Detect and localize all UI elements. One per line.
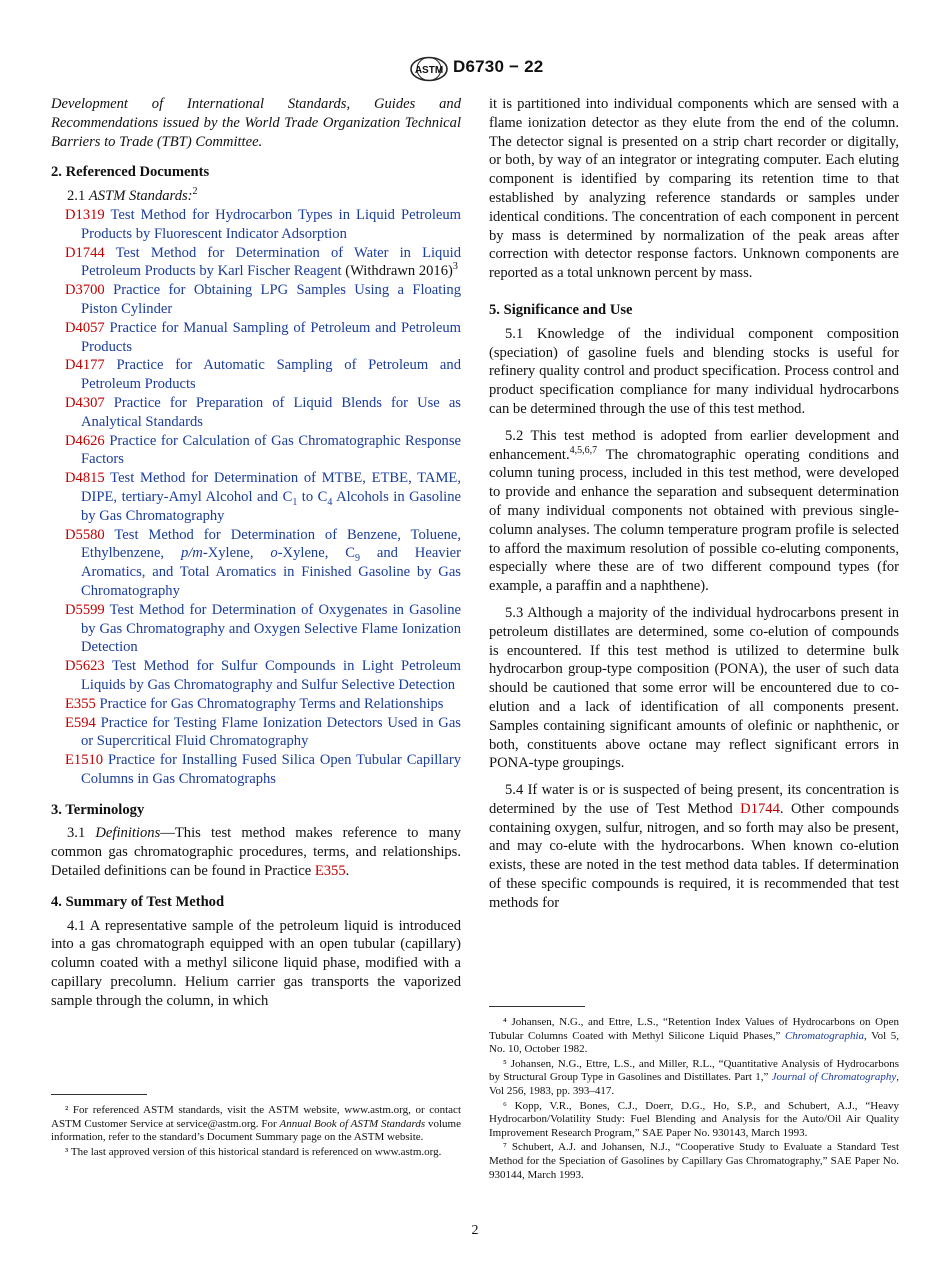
ref-d4307[interactable]: D4307 Practice for Preparation of Liquid Blends for Use as Analytical Standards (65, 394, 461, 430)
ref-e355[interactable]: E355 Practice for Gas Chromatography Terms and Relationships (65, 695, 444, 712)
intro-continuation: Development of International Standards, Guides and Recommendations issued by the World Trade Organization Technical Barriers to Trade (TBT) Committee. (51, 96, 461, 150)
section-5-3: 5.3 Although a majority of the individual hydrocarbons present in petroleum distillates are determined, some co-elution of compounds is encountered. If this test method is utilized to determine bulk hydrocarbon group-type composition (PONA), the user of such data should be cautioned that some error will be encountered due to co-elution and a lack of identification of all components present. Samples containing significant amounts of olefinic or naphthenic, or both, constituents above octane may reflect significant errors in PONA-type groupings. (489, 604, 899, 772)
astm-logo (409, 56, 449, 82)
right-column (489, 95, 899, 913)
left-footnote-rule (51, 1094, 147, 1095)
section-4-1: 4.1 A representative sample of the petroleum liquid is introduced into a gas chromatograph equipped with an open tubular (capillary) column coated with a methyl silicone liquid phase, modified with a capillary precolumn. Helium carrier gas transports the vaporized sample through the column, in which (51, 917, 461, 1009)
ref-d3700[interactable]: D3700 Practice for Obtaining LPG Samples Using a Floating Piston Cylinder (65, 282, 461, 317)
ref-d4177[interactable]: D4177 Practice for Automatic Sampling of Petroleum and Petroleum Products (65, 357, 461, 393)
section-4-continuation: it is partitioned into individual components which are sensed with a flame ionization detector as they elute from the end of the column. The detector signal is presented on a strip chart recorder or digitally, or both, by way of an integrator or integrating computer. Each eluting component is identified by comparing its retention time to that established by analyzing reference standards or samples under identical conditions. The concentration of each component in percent by mass is determined by normalization of the peak areas after correction with detector response factors. Unknown components are reported as a total unknown percent by mass. (489, 96, 899, 282)
ref-d1319[interactable]: D1319 Test Method for Hydrocarbon Types in Liquid Petroleum Products by Fluorescent Indicator Adsorption (65, 206, 461, 242)
footnote-5: ⁵ Johansen, N.G., Ettre, L.S., and Miller, R.L., “Quantitative Analysis of Hydrocarbons by Structural Group Type in Gasolines and Distillates. Part 1,” Journal of Chromatography, Vol 256, 1983, pp. 393–417. (489, 1057, 899, 1097)
ref-d5623[interactable]: D5623 Test Method for Sulfur Compounds in Light Petroleum Liquids by Gas Chromatography and Sulfur Selective Detection (65, 658, 461, 693)
ref-d4057[interactable]: D4057 Practice for Manual Sampling of Petroleum and Petroleum Products (65, 319, 461, 355)
section-3-heading: 3. Terminology (51, 801, 145, 818)
footnote-6: ⁶ Kopp, V.R., Bones, C.J., Doerr, D.G., Ho, S.P., and Schubert, A.J., “Heavy Hydrocarbon/Volatility Study: Fuel Blending and Analysis for the Auto/Oil Air Quality Improvement Research Program,” SAE Paper No. 930143, March 1993. (489, 1099, 899, 1139)
section-5-heading: 5. Significance and Use (489, 301, 633, 318)
section-5-2: 5.2 This test method is adopted from earlier development and enhancement.$^{4,5,6,7}$ The chromatographic operating conditions and column tuning process, included in this test method, were developed to provide and enhance the separation and subsequent determination of many individual components not obtained with previous single-column analyses. The column temperature program profile is selected to afford the maximum resolution of possible co-eluting components, especially where these are of two different compound types (for example, a paraffin and a naphthene). (489, 427, 899, 595)
reference-list (51, 206, 461, 789)
footnote-7: ⁷ Schubert, A.J. and Johansen, N.J., “Cooperative Study to Evaluate a Standard Test Method for the Speciation of Gasolines by Capillary Gas Chromatography,” SAE Paper No. 930144, March 1993. (489, 1141, 899, 1181)
section-5-4: 5.4 If water is or is suspected of being present, its concentration is determined by the use of Test Method D1744. Other compounds containing oxygen, sulfur, nitrogen, and so forth may also be present, and may co-elute with the hydrocarbons. When known co-elution exists, these are noted in the test method data tables. If determination of these specific compounds is required, it is recommended that test methods for (489, 782, 899, 911)
footnote-4: ⁴ Johansen, N.G., and Ettre, L.S., “Retention Index Values of Hydrocarbons on Open Tubular Columns Coated with Methyl Silicone Liquid Phases,” Chromatographia, Vol 5, No. 10, October 1982. (489, 1016, 899, 1056)
section-3-1: 3.1 Definitions—This test method makes reference to many common gas chromatographic procedures, terms, and relationships. Detailed definitions can be found in Practice E355. (51, 825, 462, 880)
footnote-3: ³ The last approved version of this historical standard is referenced on www.astm.org. (65, 1145, 442, 1158)
link-d1744[interactable]: D1744 (740, 800, 780, 817)
ref-e1510[interactable]: E1510 Practice for Installing Fused Silica Open Tubular Capillary Columns in Gas Chromatographs (65, 752, 461, 787)
logo-text: ASTM (414, 65, 444, 76)
page-header (0, 56, 950, 84)
link-e355[interactable]: E355 (314, 863, 346, 880)
footnote-2: ² For referenced ASTM standards, visit the ASTM website, www.astm.org, or contact ASTM Customer Service at service@astm.org. For Annual Book of ASTM Standards volume information, refer to the standard’s Document Summary page on the ASTM website. (51, 1104, 461, 1144)
astm-standards-label: 2.1 ASTM Standards:$^2$ (67, 186, 198, 205)
ref-d1744[interactable]: D1744 Test Method for Determination of Water in Liquid Petroleum Products by Karl Fischer Reagent (Withdrawn 2016)$^3$ (65, 244, 461, 280)
ref-e594[interactable]: E594 Practice for Testing Flame Ionization Detectors Used in Gas or Supercritical Fluid Chromatography (65, 714, 461, 750)
left-footnotes (51, 1104, 461, 1160)
ref-d5599[interactable]: D5599 Test Method for Determination of Oxygenates in Gasoline by Gas Chromatography and Oxygen Selective Flame Ionization Detection (65, 601, 461, 656)
left-column (51, 95, 461, 1011)
section-4-heading: 4. Summary of Test Method (51, 893, 225, 910)
section-5-1: 5.1 Knowledge of the individual component composition (speciation) of gasoline fuels and blending stocks is useful for refinery quality control and product specification. Process control and product specification compliance for many individual hydrocarbons can be determined through the use of this test method. (489, 325, 899, 417)
ref-d5580[interactable]: D5580 Test Method for Determination of Benzene, Toluene, Ethylbenzene, p/m-Xylene, o-Xylene, $C_9$ and Heavier Aromatics, and Total Aromatics in Finished Gasoline by Gas Chromatography (65, 526, 461, 599)
ref-d4626[interactable]: D4626 Practice for Calculation of Gas Chromatographic Response Factors (65, 432, 461, 468)
right-footnote-rule (489, 1006, 585, 1007)
ref-d4815[interactable]: D4815 Test Method for Determination of MTBE, ETBE, TAME, DIPE, tertiary-Amyl Alcohol and $C_1$ to $C_4$ Alcohols in Gasoline by Gas Chromatography (65, 470, 461, 524)
page-number: 2 (471, 1223, 479, 1238)
document-number: D6730 − 22 (453, 57, 544, 76)
section-2-heading: 2. Referenced Documents (51, 164, 210, 181)
right-footnotes (489, 1016, 899, 1183)
